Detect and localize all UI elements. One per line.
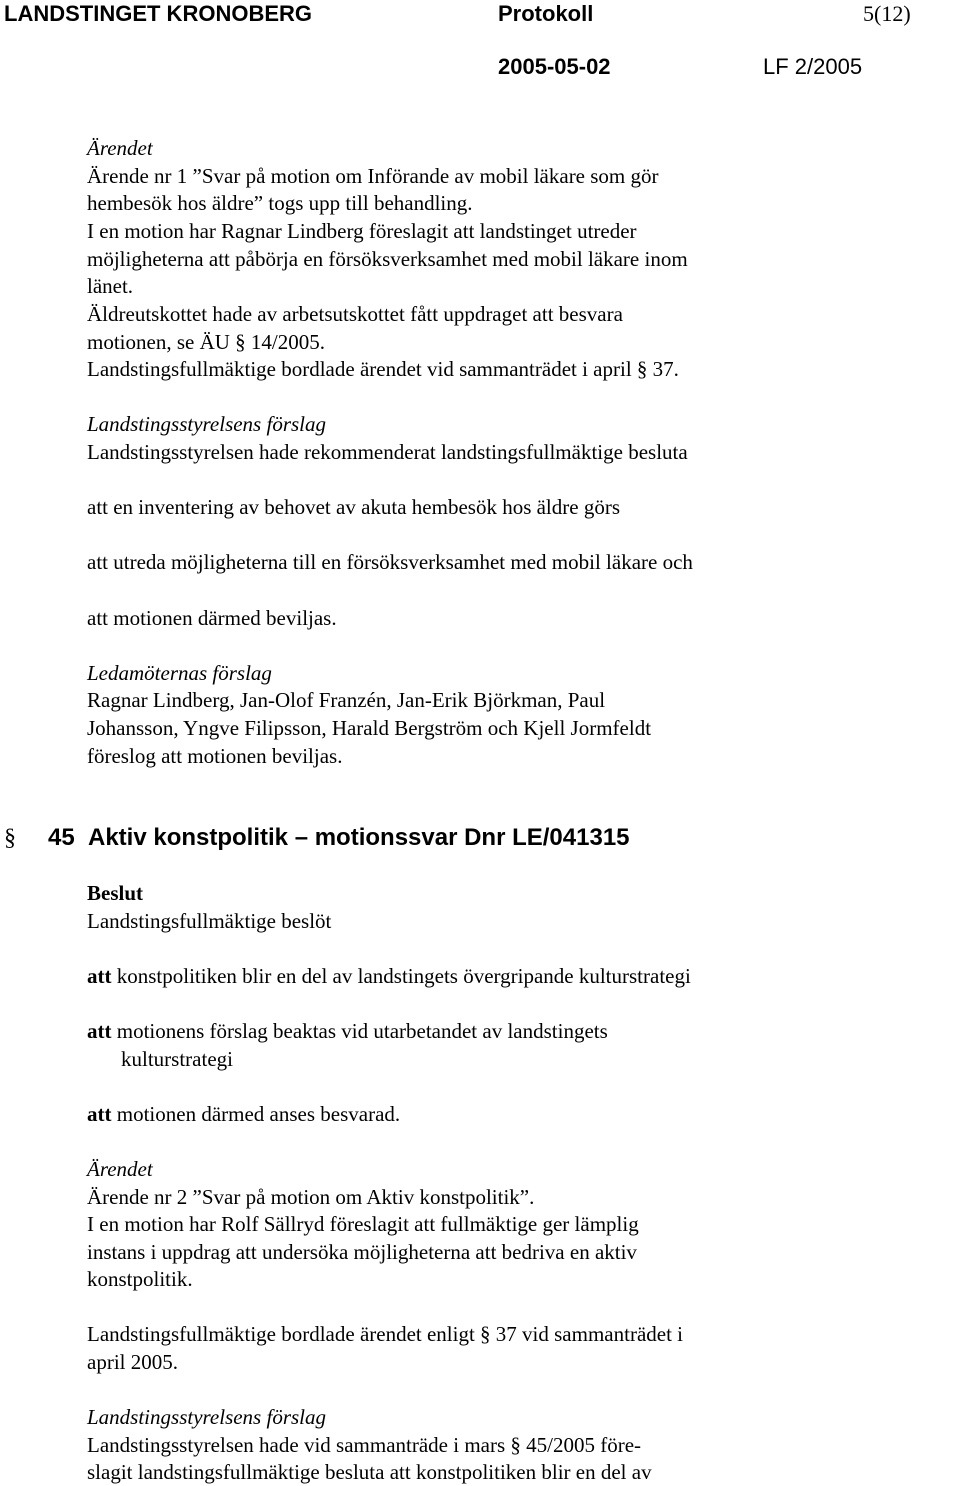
section-heading: Beslut [87,881,144,905]
list-item: att utreda möjligheterna till en försöksverksamhet med mobil läkare och [87,550,693,574]
text-line: instans i uppdrag att undersöka möjligheterna att bedriva en aktiv [87,1240,637,1264]
section-heading: Ledamöternas förslag [87,661,272,685]
page-number: 5(12) [863,1,911,26]
text-line: Landstingsfullmäktige beslöt [87,909,332,933]
text-line: Landstingsfullmäktige bordlade ärendet enligt § 37 vid sammanträdet i [87,1322,684,1346]
section-title: Aktiv konstpolitik – motionssvar Dnr LE/041315 [88,824,630,851]
text-line: länet. [87,274,134,298]
section-heading: Landstingsstyrelsens förslag [87,1405,326,1429]
text-line: april 2005. [87,1350,178,1374]
document-reference: LF 2/2005 [763,54,863,79]
text-line: möjligheterna att påbörja en försöksverksamhet med mobil läkare inom [87,247,688,271]
decision-text: motionens förslag beaktas vid utarbetandet av landstingets [116,1019,608,1043]
paragraph-symbol: § [4,825,16,851]
text-line: Johansson, Yngve Filipsson, Harald Bergström och Kjell Jormfeldt [87,716,652,740]
list-item: att motionen därmed beviljas. [87,606,337,630]
decision-text-continued: kulturstrategi [121,1047,233,1071]
att-keyword: att [87,1102,112,1126]
text-line: Ärende nr 1 ”Svar på motion om Införande av mobil läkare som gör [87,164,659,188]
section-heading: Landstingsstyrelsens förslag [87,412,326,436]
decision-text: motionen därmed anses besvarad. [116,1102,401,1126]
text-line: I en motion har Ragnar Lindberg föreslagit att landstinget utreder [87,219,637,243]
text-line: hembesök hos äldre” togs upp till behandling. [87,191,473,215]
decision-item [87,1018,608,1045]
att-keyword: att [87,1019,112,1043]
text-line: Ragnar Lindberg, Jan-Olof Franzén, Jan-Erik Björkman, Paul [87,688,606,712]
page-header [0,0,960,90]
text-line: Ärende nr 2 ”Svar på motion om Aktiv konstpolitik”. [87,1185,535,1209]
text-line: slagit landstingsfullmäktige besluta att konstpolitiken blir en del av [87,1460,652,1484]
document-type: Protokoll [498,1,594,26]
decision-item [87,1101,400,1128]
section-number: 45 [48,824,75,851]
att-keyword: att [87,964,112,988]
text-line: Landstingsfullmäktige bordlade ärendet vid sammanträdet i april § 37. [87,357,679,381]
section-heading: Ärendet [87,1157,153,1181]
text-line: Äldreutskottet hade av arbetsutskottet fått uppdraget att besvara [87,302,623,326]
section-heading: Ärendet [87,136,153,160]
text-line: Landstingsstyrelsen hade rekommenderat landstingsfullmäktige besluta [87,440,688,464]
list-item: att en inventering av behovet av akuta hembesök hos äldre görs [87,495,620,519]
document-date: 2005-05-02 [498,54,611,79]
decision-text: konstpolitiken blir en del av landstingets övergripande kulturstrategi [116,964,691,988]
decision-item [87,963,691,990]
text-line: föreslog att motionen beviljas. [87,744,343,768]
text-line: konstpolitik. [87,1267,193,1291]
organization-name: LANDSTINGET KRONOBERG [4,1,312,26]
text-line: Landstingsstyrelsen hade vid sammanträde i mars § 45/2005 före- [87,1433,642,1457]
text-line: I en motion har Rolf Sällryd föreslagit att fullmäktige ger lämplig [87,1212,639,1236]
text-line: motionen, se ÄU § 14/2005. [87,330,325,354]
